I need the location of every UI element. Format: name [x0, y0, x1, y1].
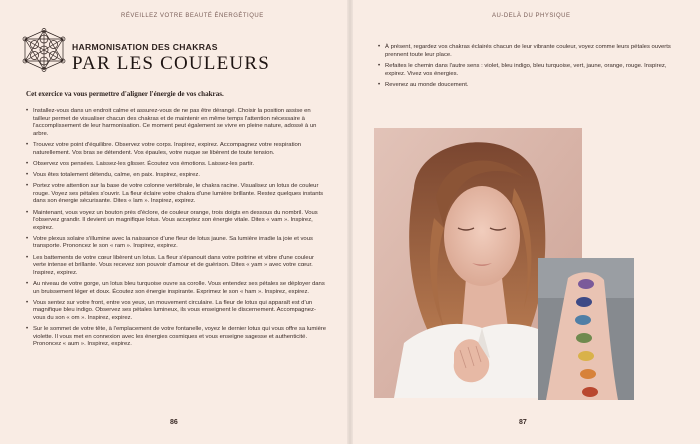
list-item-text: Installez-vous dans un endroit calme et assurez-vous de ne pas être dérangé. Choisir la position assise en tailleur permet de visualiser chacun des chakras et de maintenir en même temps l'attention nécessaire à l'accomplissement de leur harmonisation. Ce moment peut également se vivre en pleine nature, adossé à un arbre. — [33, 108, 317, 137]
intro-text: Cet exercice va vous permettre d'aligner l'énergie de vos chakras. — [26, 90, 224, 98]
bullet-icon: • — [26, 235, 29, 242]
orange-stone — [580, 369, 596, 379]
list-item-text: Refaites le chemin dans l'autre sens : violet, bleu indigo, bleu turquoise, vert, jaune, orange, rouge. Inspirez, expirez. Vivez vos énergies. — [385, 63, 667, 77]
red-stone — [582, 387, 598, 397]
list-item — [378, 44, 678, 59]
bullet-icon: • — [26, 108, 29, 114]
bullet-icon: • — [378, 63, 381, 70]
list-item-text: Les battements de votre cœur libèrent un lotus. La fleur s'épanouit dans votre poitrine et vibre d'une couleur verte intense et brillante. Vous recevez son pouvoir d'amour et de guérison. Dites « yam » avec votre cœur. Inspirez, expirez. — [33, 254, 314, 276]
list-item — [26, 326, 328, 349]
list-item-text: Vous êtes totalement détendu, calme, en paix. Inspirez, expirez. — [33, 171, 200, 178]
running-head-right: AU-DELÀ DU PHYSIQUE — [492, 13, 571, 19]
list-item-text: À présent, regardez vos chakras éclairés chacun de leur vibrante couleur, voyez comme leurs pétales ouverts prennent toute leur place. — [385, 44, 671, 58]
closing-steps-list — [378, 44, 678, 94]
list-item — [26, 236, 328, 251]
list-item-text: Sur le sommet de votre tête, à l'emplacement de votre fontanelle, voyez le dernier lotus qui vous offre sa lumière violette. Il vous met en connexion avec les énergies cosmiques et vous enseigne sagesse et authenticité. Prononcez « aum ». Inspirez, expirez. — [33, 326, 327, 348]
running-head-left: RÉVEILLEZ VOTRE BEAUTÉ ÉNERGÉTIQUE — [121, 13, 264, 19]
title-block — [72, 42, 270, 75]
list-item — [26, 300, 328, 323]
page-number-right: 87 — [519, 419, 527, 426]
list-item — [26, 108, 328, 138]
bullet-icon: • — [26, 141, 29, 148]
yellow-stone — [578, 351, 594, 361]
exercise-steps-list — [26, 108, 328, 353]
list-item-text: Au niveau de votre gorge, un lotus bleu turquoise ouvre sa corolle. Vous entendez ses pétales se déployer dans un bruissement léger et doux. Écoutez son énergie inspirante. Exprimez le son « ham ». Inspirez, expirez. — [33, 281, 325, 295]
page-title: PAR LES COULEURS — [72, 53, 270, 74]
left-page — [0, 0, 348, 444]
list-item — [378, 63, 678, 78]
section-title: HARMONISATION DES CHAKRAS — [72, 42, 218, 52]
bullet-icon: • — [26, 299, 29, 306]
list-item — [26, 210, 328, 233]
bullet-icon: • — [378, 44, 381, 50]
page-number-left: 86 — [170, 419, 178, 426]
list-item — [26, 183, 328, 206]
list-item — [26, 281, 328, 296]
blue-stone — [575, 315, 591, 325]
bullet-icon: • — [26, 171, 29, 178]
list-item — [26, 172, 328, 180]
violet-stone — [578, 279, 594, 289]
bullet-icon: • — [26, 254, 29, 261]
bullet-icon: • — [26, 209, 29, 216]
chakra-stones-illustration — [538, 258, 634, 400]
list-item-text: Revenez au monde doucement. — [385, 82, 469, 89]
bullet-icon: • — [26, 160, 29, 167]
bullet-icon: • — [378, 82, 381, 89]
list-item — [26, 142, 328, 157]
bullet-icon: • — [26, 326, 29, 333]
chakra-stones-photo — [538, 258, 634, 400]
bullet-icon: • — [26, 183, 29, 190]
right-page — [352, 0, 700, 444]
list-item-text: Vous sentez sur votre front, entre vos yeux, un mouvement circulaire. La fleur de lotus qui apparaît est d'un magnifique bleu indigo. Observez ses pétales lumineux, ils vous enseignent le discernement. Accompagnez-vous du son « om ». Inspirez, expirez. — [33, 299, 316, 321]
list-item-text: Observez vos pensées. Laissez-les glisser. Écoutez vos émotions. Laissez-les partir. — [33, 160, 254, 167]
green-stone — [576, 333, 592, 343]
list-item-text: Votre plexus solaire s'illumine avec la naissance d'une fleur de lotus jaune. Sa lumière irradie la joie et vous transporte. Prononcez le son « ram ». Inspirez, expirez. — [33, 235, 313, 250]
list-item-text: Trouvez votre point d'équilibre. Observez votre corps. Inspirez, expirez. Accompagnez votre respiration naturellement. Vos bras se détendent. Vos épaules, votre nuque se libèrent de toute tension. — [33, 141, 302, 156]
indigo-stone — [576, 297, 592, 307]
list-item — [378, 82, 678, 90]
list-item — [26, 161, 328, 169]
bullet-icon: • — [26, 281, 29, 288]
list-item-text: Portez votre attention sur la base de votre colonne vertébrale, le chakra racine. Visualisez un lotus de couleur rouge. Voyez ses pétales s'ouvrir. La fleur éclaire votre chakra d'une lumière brillante. Restez quelques instants dans son énergie sécurisante. Dites « lam ». Inspirez, expirez. — [33, 183, 324, 205]
list-item — [26, 255, 328, 278]
metatron-cube-icon — [22, 28, 66, 72]
list-item-text: Maintenant, vous voyez un bouton près d'éclore, de couleur orange, trois doigts en dessous du nombril. Vous l'observez grandir. Il devient un magnifique lotus. Vous acceptez son énergie vitale. Dites « vam ». Inspirez, expirez. — [33, 209, 318, 231]
